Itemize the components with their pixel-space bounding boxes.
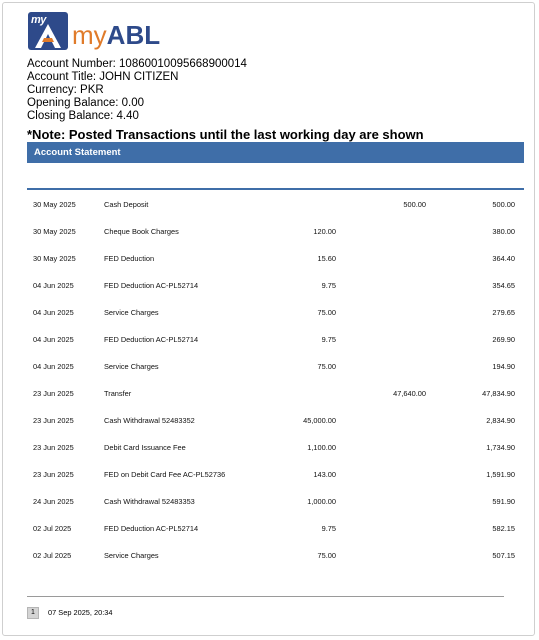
txn-balance: 364.40 — [492, 254, 515, 263]
logo-word-abl: ABL — [106, 20, 161, 50]
txn-balance: 269.90 — [492, 335, 515, 344]
txn-date: 04 Jun 2025 — [33, 308, 74, 317]
txn-credit: 47,640.00 — [393, 389, 426, 398]
txn-balance: 380.00 — [492, 227, 515, 236]
statement-header: Account Statement — [27, 142, 524, 163]
account-number: Account Number: 10860010095668900014 — [27, 58, 247, 70]
txn-description: FED on Debit Card Fee AC-PL52736 — [104, 470, 226, 479]
table-row — [27, 298, 524, 325]
txn-debit: 143.00 — [313, 470, 336, 479]
txn-date: 30 May 2025 — [33, 200, 76, 209]
txn-date: 02 Jul 2025 — [33, 524, 72, 533]
txn-description: FED Deduction — [104, 254, 155, 263]
account-title: Account Title: JOHN CITIZEN — [27, 71, 179, 83]
bank-logo — [28, 12, 161, 52]
txn-balance: 500.00 — [492, 200, 515, 209]
txn-balance: 1,734.90 — [486, 443, 515, 452]
txn-debit: 120.00 — [313, 227, 336, 236]
txn-date: 04 Jun 2025 — [33, 335, 74, 344]
logo-mark-icon — [28, 12, 68, 50]
table-row — [27, 244, 524, 271]
logo-mark-text: my — [31, 14, 46, 26]
txn-debit: 9.75 — [321, 524, 336, 533]
txn-debit: 9.75 — [321, 335, 336, 344]
table-row — [27, 271, 524, 298]
table-row — [27, 352, 524, 379]
txn-debit: 45,000.00 — [303, 416, 336, 425]
closing-balance: Closing Balance: 4.40 — [27, 110, 139, 122]
txn-date: 04 Jun 2025 — [33, 281, 74, 290]
txn-credit: 500.00 — [403, 200, 426, 209]
txn-description: Service Charges — [104, 362, 159, 371]
logo-wordmark — [72, 22, 160, 48]
txn-date: 02 Jul 2025 — [33, 551, 72, 560]
footer-rule — [27, 596, 504, 597]
table-row — [27, 487, 524, 514]
txn-date: 30 May 2025 — [33, 227, 76, 236]
txn-date: 23 Jun 2025 — [33, 443, 74, 452]
txn-date: 23 Jun 2025 — [33, 470, 74, 479]
txn-debit: 1,100.00 — [307, 443, 336, 452]
txn-date: 24 Jun 2025 — [33, 497, 74, 506]
table-row — [27, 379, 524, 406]
txn-debit: 75.00 — [317, 308, 336, 317]
table-row — [27, 460, 524, 487]
txn-description: FED Deduction AC-PL52714 — [104, 335, 199, 344]
txn-description: Cheque Book Charges — [104, 227, 179, 236]
txn-balance: 47,834.90 — [482, 389, 515, 398]
logo-word-my: my — [72, 20, 107, 50]
txn-debit: 75.00 — [317, 362, 336, 371]
txn-balance: 194.90 — [492, 362, 515, 371]
table-row — [27, 217, 524, 244]
posted-transactions-note: *Note: Posted Transactions until the last working day are shown — [27, 127, 424, 142]
txn-debit: 9.75 — [321, 281, 336, 290]
page-number: 1 — [27, 607, 39, 619]
txn-debit: 75.00 — [317, 551, 336, 560]
txn-balance: 354.65 — [492, 281, 515, 290]
txn-balance: 507.15 — [492, 551, 515, 560]
txn-description: Cash Withdrawal 52483352 — [104, 416, 195, 425]
txn-description: FED Deduction AC-PL52714 — [104, 281, 199, 290]
txn-description: Debit Card Issuance Fee — [104, 443, 186, 452]
txn-balance: 279.65 — [492, 308, 515, 317]
txn-description: Transfer — [104, 389, 132, 398]
table-row — [27, 406, 524, 433]
table-row — [27, 541, 524, 568]
table-row — [27, 325, 524, 352]
txn-description: Cash Withdrawal 52483353 — [104, 497, 195, 506]
txn-balance: 591.90 — [492, 497, 515, 506]
txn-description: Service Charges — [104, 308, 159, 317]
txn-description: Cash Deposit — [104, 200, 149, 209]
txn-date: 23 Jun 2025 — [33, 416, 74, 425]
table-row — [27, 433, 524, 460]
txn-date: 04 Jun 2025 — [33, 362, 74, 371]
opening-balance: Opening Balance: 0.00 — [27, 97, 145, 109]
printed-timestamp: 07 Sep 2025, 20:34 — [48, 608, 113, 617]
account-info — [27, 58, 247, 123]
account-currency: Currency: PKR — [27, 84, 104, 96]
txn-date: 30 May 2025 — [33, 254, 76, 263]
txn-description: Service Charges — [104, 551, 159, 560]
txn-date: 23 Jun 2025 — [33, 389, 74, 398]
table-row — [27, 514, 524, 541]
txn-balance: 1,591.90 — [486, 470, 515, 479]
txn-debit: 1,000.00 — [307, 497, 336, 506]
transactions-table — [27, 190, 524, 568]
txn-balance: 582.15 — [492, 524, 515, 533]
txn-debit: 15.60 — [317, 254, 336, 263]
table-row — [27, 190, 524, 217]
txn-balance: 2,834.90 — [486, 416, 515, 425]
txn-description: FED Deduction AC-PL52714 — [104, 524, 199, 533]
